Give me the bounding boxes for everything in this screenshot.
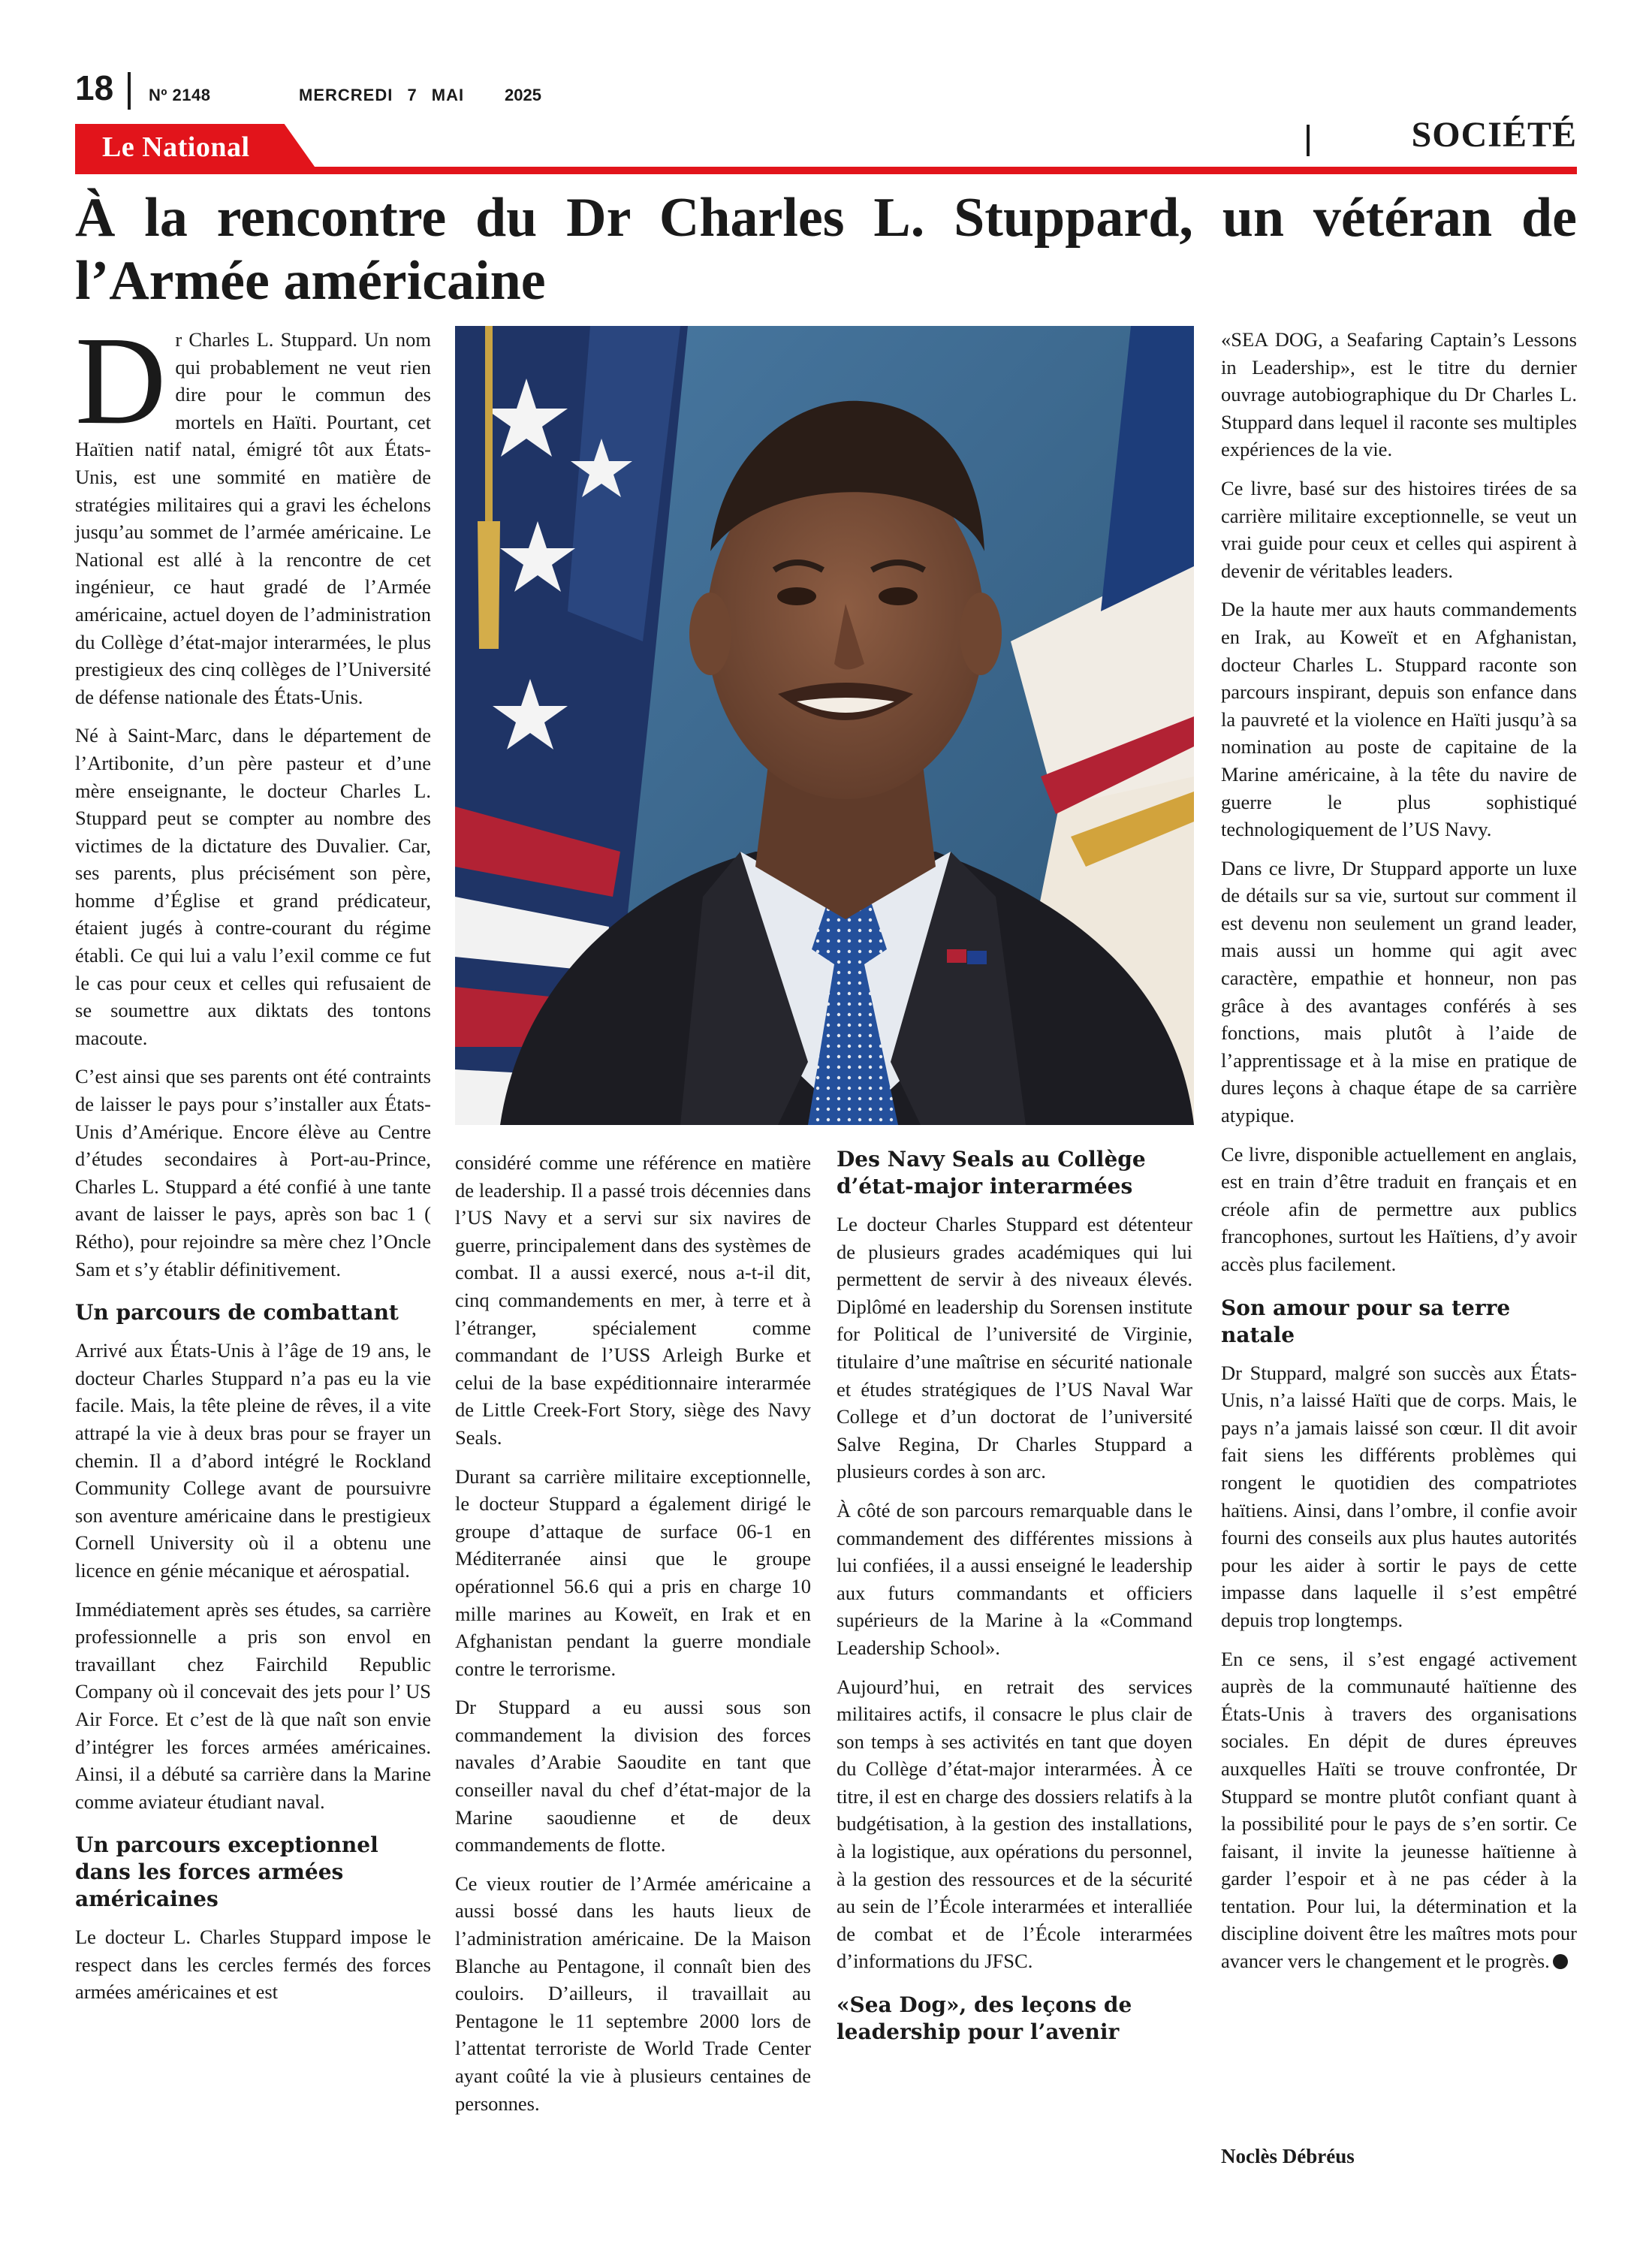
header-rule [75,167,1577,174]
paragraph: Arrivé aux États-Unis à l’âge de 19 ans, le docteur Charles Stuppard n’a pas eu la vie facile. Mais, la tête pleine de rêves, il a vite attrapé la vie à deux bras pour se frayer un chemin. Il a d’abord intégré le Rockland Community College avant de poursuivre son aventure américaine dans le prestigieux Cornell University où il a obtenu une licence en génie mécanique et aérospatial. [75,1339,431,1582]
end-mark-icon [1553,1954,1568,1969]
column-2 [455,1149,811,2128]
subheading: Un parcours exceptionnel dans les forces armées américaines [75,1832,378,1912]
article-headline: À la rencontre du Dr Charles L. Stuppard, un vétéran de l’Armée américaine [75,187,1577,312]
issue-year: 2025 [505,86,541,104]
page-number: 18 [75,68,114,107]
paragraph: À côté de son parcours remarquable dans le commandement des différentes missions à lui confiées, il a aussi enseigné le leadership aux futurs commandants et officiers supérieurs de la Marine à la «Command Leadership School». [837,1498,1192,1659]
paragraph: Aujourd’hui, en retrait des services militaires actifs, il consacre le plus clair de son temps à ses activités en tant que doyen du Collège d’état-major interarmées. À ce titre, il est en charge des dossiers relatifs à la budgétisation, à la gestion des installations, à la logistique, aux opérations du personnel, à la gestion des ressources et de la sécurité au sein de l’École interarmées et interalliée de combat et de l’École interarmées d’informations du JFSC. [837,1675,1192,1973]
brand-logo: Le National [102,131,250,163]
paragraph: Ce vieux routier de l’Armée américaine a aussi bossé dans les hauts lieux de l’administration américaine. De la Maison Blanche au Pentagone, il connaît bien des couloirs. D’ailleurs, il travaillait au Pentagone le 11 septembre 2000 lors de l’attentat terroriste de World Trade Center ayant coûté la vie à plusieurs centaines de personnes. [455,1871,811,2115]
final-text: En ce sens, il s’est engagé activement auprès de la communauté haïtienne des États-Unis à travers des organisations sociales. En dépit de dures épreuves auxquelles Haïti se trouve confrontée, Dr Stuppard se montre plutôt confiant quant à la possibilité pour le pays de s’en sortir. Ce faisant, il invite la jeunesse haïtienne à garder l’espoir et à ne pas céder à la tentation. Pour lui, la détermination et la discipline doivent être les maîtres mots pour avancer vers le changement et le progrès. [1221,1647,1577,1973]
subheading: Son amour pour sa terre natale [1221,1295,1511,1347]
paragraph: Ce livre, disponible actuellement en anglais, est en train d’être traduit en français et en créole afin de permettre aux publics francophones, surtout les Haïtiens, d’y avoir accès plus facilement. [1221,1142,1577,1275]
issue-number: Nº 2148 [149,86,211,104]
subheading: Un parcours de combattant [75,1300,399,1326]
paragraph: Le docteur Charles Stuppard est détenteur de plusieurs grades académiques qui lui permettent de servir à des niveaux élevés. Diplômé en leadership du Sorensen institute for Political de l’université de Virginie, titulaire d’une maîtrise en sécurité nationale et études stratégiques de l’US Naval War College et d’un doctorat de l’université Salve Regina, Dr Charles Stuppard a plusieurs cordes à son arc. [837,1213,1192,1483]
paragraph: considéré comme une référence en matière de leadership. Il a passé trois décennies dans l’US Navy et a servi sur six navires de guerre, principalement dans des systèmes de combat. Il a aussi exercé, nous a-t-il dit, cinq commandements en mer, à terre et à l’étranger, spécialement comme commandant de l’USS Arleigh Burke et celui de la base expéditionnaire interarmée de Little Creek-Fort Story, siège des Navy Seals. [455,1151,811,1449]
final-paragraph [1221,1645,1577,1975]
paragraph: C’est ainsi que ses parents ont été contraints de laisser le pays pour s’installer aux États-Unis d’Amérique. Encore élève au Centre d’études secondaires à Port-au-Prince, Charles L. Stuppard a été confié à une tante avant de laisser le pays, après son bac 1 ( Rétho), pour rejoindre sa mère chez l’Oncle Sam et s’y établir définitivement. [75,1065,431,1280]
section-label: SOCIÉTÉ [1411,115,1577,155]
paragraph: Né à Saint-Marc, dans le département de l’Artibonite, d’un père pasteur et d’une mère enseignante, le docteur Charles L. Stuppard peut se compter au nombre des victimes de la dictature des Duvalier. Car, ses parents, plus précisément son père, homme d’Église et grand prédicateur, étaient jugés à contre-courant du régime établi. Ce qui lui a valu l’exil comme ce fut le cas pour ceux et celles qui refusaient de se soumettre aux diktats des tontons macoute. [75,724,431,1049]
subheading: «Sea Dog», des leçons de leadership pour l’avenir [837,1992,1132,2045]
paragraph: Dr Stuppard, malgré son succès aux États-Unis, n’a laissé Haïti que de corps. Mais, le pays n’a jamais laissé son cœur. Il dit avoir fait siens les différents problèmes qui rongent le quotidien des compatriotes haïtiens. Ainsi, dans l’ombre, il confie avoir fourni des conseils aux plus hautes autorités pour les aider à sortir le pays de cette impasse dans laquelle il s’est empêtré depuis trop longtemps. [1221,1361,1577,1631]
paragraph: Dr Stuppard a eu aussi sous son commandement la division des forces navales d’Arabie Saoudite en tant que conseiller naval du chef d’état-major de la Marine saoudienne et de deux commandements de flotte. [455,1696,811,1856]
paragraph: Ce livre, basé sur des histoires tirées de sa carrière militaire exceptionnelle, se veut un vrai guide pour ceux et celles qui aspirent à devenir de véritables leaders. [1221,476,1577,582]
section-divider [1307,125,1310,156]
column-3 [837,1146,1192,2056]
paragraph: Immédiatement après ses études, sa carrière professionnelle a pris son envol en travaillant chez Fairchild Republic Company où il concevait des jets pour l’ US Air Force. Et c’est de là que naît son envie d’intégrer les forces armées américaines. Ainsi, il a débuté sa carrière dans la Marine comme aviateur étudiant naval. [75,1597,431,1813]
paragraph: Le docteur L. Charles Stuppard impose le respect dans les cercles fermés des forces armées américaines et est [75,1926,431,2004]
lead-text: r Charles L. Stuppard. Un nom qui probablement ne veut rien dire pour le commun des mortels en Haïti. Pourtant, cet Haïtien natif natal, émigré tôt aux États-Unis, est une sommité en matière de stratégies militaires qui a gravi les échelons jusqu’au sommet de l’armée américaine. Le National est allé à la rencontre de cet ingénieur, ce haut gradé de l’Armée américaine, actuel doyen de l’administration du Collège d’état-major interarmées, le plus prestigieux des cinq collèges de l’Université de défense nationale des États-Unis. [75,328,431,708]
column-1 [75,311,431,2017]
paragraph: «SEA DOG, a Seafaring Captain’s Lessons in Leadership», est le titre du dernier ouvrage autobiographique du Dr Charles L. Stuppard dans lequel il raconte ses multiples expériences de la vie. [1221,328,1577,461]
lead-paragraph [75,311,431,710]
drop-cap: D [75,311,167,451]
paragraph: Dans ce livre, Dr Stuppard apporte un luxe de détails sur sa vie, surtout sur comment il est devenu non seulement un grand leader, mais aussi un homme qui agit avec caractère, empathie et honneur, non pas grâce à des avantages conférés à ses fonctions, mais plutôt à l’aide de l’apprentissage et à la mise en pratique de dures leçons à chaque étape de sa carrière atypique. [1221,856,1577,1127]
column-4 [1221,326,1577,1986]
page-number-divider [128,72,131,110]
byline: Noclès Débréus [1221,2145,1355,2167]
portrait-photo [455,326,1194,1125]
issue-date: MERCREDI 7 MAI [299,86,465,104]
subheading: Des Navy Seals au Collège d’état-major interarmées [837,1147,1146,1199]
paragraph: Durant sa carrière militaire exceptionnelle, le docteur Stuppard a également dirigé le groupe d’attaque de surface 06-1 en Méditerranée ainsi que le groupe opérationnel 56.6 qui a pris en charge 10 mille marines au Koweït, en Irak et en Afghanistan pendant la guerre mondiale contre le terrorisme. [455,1464,811,1680]
paragraph: De la haute mer aux hauts commandements en Irak, au Koweït et en Afghanistan, docteur Charles L. Stuppard raconte son parcours inspirant, depuis son enfance dans la pauvreté et la violence en Haïti jusqu’à sa nomination au poste de capitaine de la Marine américaine, à la tête du navire de guerre le plus sophistiqué technologiquement de l’US Navy. [1221,598,1577,841]
